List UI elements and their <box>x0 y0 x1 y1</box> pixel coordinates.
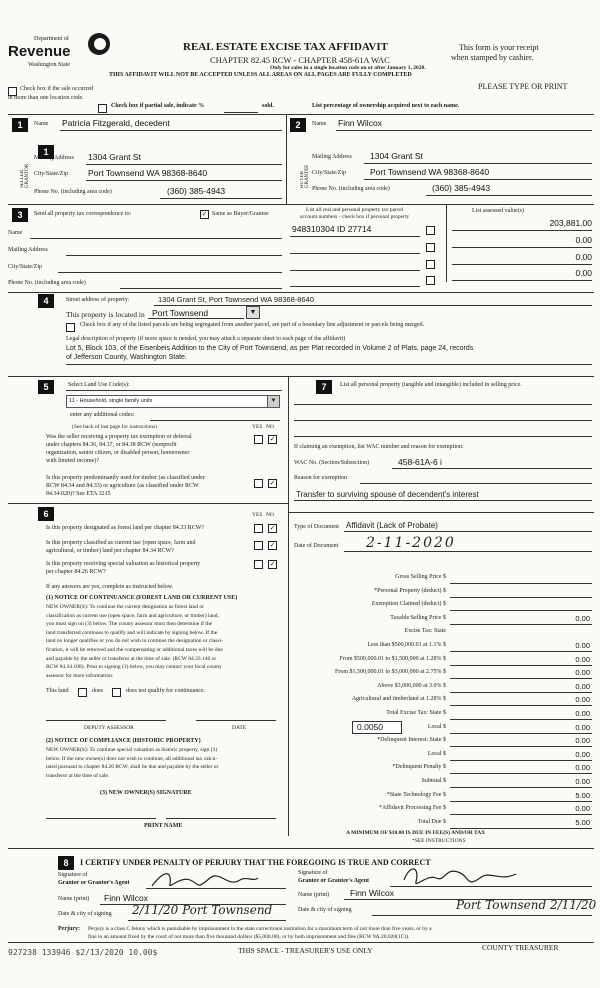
sec3-name-label: Name <box>8 230 23 236</box>
parcel-col-header-1: List all real and personal property tax parcel <box>306 207 404 213</box>
calc-row-label: Exemption Claimed (deduct) $ <box>371 601 446 608</box>
completion-warning: THIS AFFIDAVIT WILL NOT BE ACCEPTED UNLESS ALL AREAS ON ALL PAGES ARE FULLY COMPLETED <box>109 72 412 78</box>
calc-row-label: *Personal Property (deduct) $ <box>374 587 446 594</box>
dept-label: Department of <box>34 36 69 42</box>
wac-value[interactable]: 458-61A-6 i <box>398 457 442 467</box>
calc-row-value[interactable]: 0.00 <box>575 709 590 718</box>
grantee-signature[interactable] <box>400 862 520 890</box>
chevron-down-icon: ▼ <box>267 396 279 407</box>
calc-row-value[interactable]: 0.00 <box>575 695 590 705</box>
grantee-sig-label-2: Grantee or Grantee's Agent <box>298 878 370 884</box>
historic-yes-checkbox[interactable] <box>254 560 263 569</box>
buyer-grantee-side-label: BUYER GRANTEE <box>300 164 310 188</box>
grantor-date-city[interactable]: 2/11/20 Port Townsend <box>132 903 273 917</box>
calc-row-value[interactable]: 0.00 <box>575 668 590 678</box>
section-4-number: 4 <box>38 294 54 308</box>
assessed-value-4[interactable]: 0.00 <box>575 268 592 278</box>
calc-row-label: Agricultural and timberland at 1.28% $ <box>351 696 446 703</box>
seller-name-value[interactable]: Patricia Fitzgerald, decedent <box>62 118 170 128</box>
q1-yes-checkbox[interactable] <box>254 435 263 444</box>
partial-sale-label: Check box if partial sale, indicate % <box>111 103 205 109</box>
seller-city-value[interactable]: Port Townsend WA 98368-8640 <box>88 168 208 178</box>
historic-line: transferor at the time of sale. <box>46 772 110 779</box>
calc-row-value[interactable]: 0.00 <box>575 749 590 759</box>
parcel-personal-checkbox-3[interactable] <box>426 260 435 269</box>
calc-row-label: *Delinquent Interest: State $ <box>377 737 446 744</box>
sec3-correspondence-label: Send all property tax correspondence to: <box>34 211 132 217</box>
section-8-number: 8 <box>58 856 74 870</box>
calc-row-label: Subtotal $ <box>421 778 446 784</box>
q2-line-1: Is this property predominantly used for timber (as classified under <box>46 475 205 481</box>
buyer-phone-value[interactable]: (360) 385-4943 <box>432 183 491 193</box>
calc-row-value[interactable]: 5.00 <box>575 817 590 827</box>
continuance-line: land transferred continues to qualify and will indicate by signing below. If the <box>46 629 218 636</box>
section-1-number: 1 <box>12 118 28 132</box>
calc-row-label: Excise Tax: State <box>404 628 446 635</box>
please-type-note: PLEASE TYPE OR PRINT <box>478 82 568 91</box>
sec6-no-label: NO <box>266 512 274 518</box>
q2-yes-checkbox[interactable] <box>254 479 263 488</box>
calc-row-label: *Delinquent Penalty $ <box>392 764 446 771</box>
print-name-label: PRINT NAME <box>144 823 183 829</box>
grantee-date-city[interactable]: Port Townsend 2/11/20 <box>456 898 597 912</box>
receipt-note-1: This form is your receipt <box>459 43 539 52</box>
multi-location-label-2: in more than one location code. <box>8 95 84 101</box>
grantor-name-print-label: Name (print) <box>58 896 90 902</box>
wac-label: WAC No. (Section/Subsection) <box>294 460 370 466</box>
q1-line-3: organization, senior citizen, or disabled person, homeowner <box>46 450 190 456</box>
section-7-number: 7 <box>316 380 332 394</box>
land-use-select[interactable] <box>66 395 280 408</box>
calc-row-value[interactable]: 0.00 <box>575 613 590 623</box>
continuance-title: (1) NOTICE OF CONTINUANCE (FOREST LAND OR CURRENT USE) <box>46 595 238 601</box>
continuance-line: land no longer qualifies or you do not wish to continue the designation or classi- <box>46 638 223 645</box>
calc-row-label: Total Due $ <box>417 818 446 825</box>
cashier-stamp: 927238 133946 $2/13/2020 10.00$ <box>8 948 158 957</box>
certify-statement: I CERTIFY UNDER PENALTY OF PERJURY THAT THE FOREGOING IS TRUE AND CORRECT <box>80 858 431 867</box>
forest-yes-checkbox[interactable] <box>254 524 263 533</box>
perjury-text-1: Perjury is a class C felony which is punishable by imprisonment in the state correctional institution for a maximum term of not more than five years, or by a <box>88 926 432 932</box>
form-title: REAL ESTATE EXCISE TAX AFFIDAVIT <box>183 41 388 53</box>
continuance-line: and payable by the seller or transferor at the time of sale. (RCW 84.33.140 or <box>46 655 217 662</box>
calc-row-label: From $500,000.01 to $1,500,000 at 1.28% $ <box>339 655 446 662</box>
parcel-personal-checkbox-2[interactable] <box>426 243 435 252</box>
historic-line: below. If the new owner(s) does not wish to continue, all additional tax calcu- <box>46 755 218 762</box>
buyer-city-value[interactable]: Port Townsend WA 98368-8640 <box>370 167 490 177</box>
treasurer-space-label: THIS SPACE - TREASURER'S USE ONLY <box>238 946 373 955</box>
multi-location-label: Check box if the sale occurred <box>20 86 94 92</box>
legal-description-line-1[interactable]: Lot 5, Block 103, of the Eisenbeis Addition to the City of Port Townsend, as per Plat recorded in Volume 2 of Plats, page 24, records <box>66 345 474 352</box>
parcel-col-header-2: account numbers - check box if personal property <box>300 214 410 220</box>
segregated-label: Check box if any of the listed parcels are being segregated from another parcel, are part of a boundary line adjustment or parcels being merged. <box>80 322 425 328</box>
parcel-personal-checkbox-4[interactable] <box>426 276 435 285</box>
section-5-number: 5 <box>38 380 54 394</box>
doc-date-label: Date of Document <box>294 543 339 549</box>
section-6-number: 6 <box>38 507 54 521</box>
located-in-value[interactable]: Port Townsend <box>152 308 209 318</box>
doc-type-label: Type of Document <box>294 524 339 530</box>
calc-row-value[interactable]: 0.00 <box>575 722 590 732</box>
does-not-qualify-checkbox[interactable] <box>112 688 121 697</box>
deputy-date-label: DATE <box>232 725 247 731</box>
see-back-note: (See back of last page for instructions) <box>72 424 157 430</box>
reason-value[interactable]: Transfer to surviving spouse of decendent's interest <box>296 490 479 499</box>
historic-line: lated pursuant to chapter 84.26 RCW, shall be due and payable by the seller or <box>46 764 219 771</box>
grantor-sig-label-2: Grantor or Grantor's Agent <box>58 880 130 886</box>
calc-row-label: From $1,500,000.01 to $3,000,000 at 2.75% $ <box>335 669 446 676</box>
this-land-label: This land <box>46 688 69 694</box>
calc-row-label: Gross Selling Price $ <box>395 574 446 580</box>
receipt-note-2: when stamped by cashier. <box>451 53 534 62</box>
historic-no-checkbox[interactable]: ✓ <box>269 560 276 568</box>
calc-row-value[interactable]: 0.00 <box>575 654 590 664</box>
additional-codes-label: enter any additional codes: <box>70 412 135 418</box>
grantee-sig-label-1: Signature of <box>298 870 328 876</box>
seller-mail-label: Mailing Address <box>34 155 74 161</box>
local-rate-box[interactable] <box>352 721 402 734</box>
calc-row-label: Local $ <box>427 723 446 730</box>
buyer-mail-value[interactable]: 1304 Grant St <box>370 151 423 161</box>
continuance-line: assessor for more information. <box>46 672 114 679</box>
calc-row-label: *Affidavit Processing Fee $ <box>378 805 446 812</box>
buyer-phone-label: Phone No. (including area code) <box>312 186 390 192</box>
q1-no-checkbox[interactable]: ✓ <box>269 435 276 443</box>
any-yes-note: If any answers are yes, complete as instructed below. <box>46 584 174 590</box>
q1-line-1: Was the seller receiving a property tax exemption or deferral <box>46 434 192 440</box>
current-use-no-checkbox[interactable]: ✓ <box>269 541 276 549</box>
assessed-value-1[interactable]: 203,881.00 <box>549 218 592 228</box>
land-use-selected-value: 11 - Household, single family units <box>69 398 153 404</box>
only-for-note: Only for sales in a single location code on or after January 1, 2020. <box>270 65 426 71</box>
grantee-name-print[interactable]: Finn Wilcox <box>350 888 394 898</box>
same-as-buyer-checkbox[interactable]: ✓ <box>201 210 208 218</box>
seller-name-label: Name <box>34 121 49 127</box>
sec6-yes-label: YES <box>252 512 263 518</box>
calc-row-label: Above $3,000,000 at 3.0% $ <box>377 682 446 689</box>
personal-property-label: List all personal property (tangible and intangible) included in selling price. <box>340 382 522 388</box>
seller-mail-value[interactable]: 1304 Grant St <box>88 152 141 162</box>
q1-line-2: under chapters 84.36, 84.37, or 84.38 RCW (nonprofit <box>46 442 177 448</box>
doc-date-value[interactable]: 2-11-2020 <box>366 535 456 551</box>
calc-row-label: Total Excise Tax: State $ <box>386 710 446 716</box>
grantor-date-label: Date & city of signing <box>58 911 112 917</box>
historic-line: NEW OWNER(S): To continue special valuation as historic property, sign (3) <box>46 747 218 753</box>
legal-description-label: Legal description of property (if more space is needed, you may attach a separate sheet to each page of the affidavit) <box>66 336 346 342</box>
continuance-line: classification as current use (open space, farm and agriculture, or timber) land, <box>46 612 219 619</box>
calc-row-value[interactable]: 0.00 <box>575 763 590 773</box>
does-label: does <box>92 688 103 694</box>
historic-question-1: Is this property receiving special valuation as historical property <box>46 561 201 567</box>
q1-line-4: with limited income)? <box>46 458 99 464</box>
seller-grantor-side-label: SELLER GRANTOR <box>20 163 30 188</box>
sec5-yes-label: YES <box>252 424 263 430</box>
section-2-number: 2 <box>290 118 306 132</box>
located-in-dropdown[interactable]: ▼ <box>246 306 260 319</box>
calc-row-label: Taxable Selling Price $ <box>390 614 446 621</box>
county-treasurer-label: COUNTY TREASURER <box>482 943 559 952</box>
land-use-label: Select Land Use Code(s): <box>68 382 130 388</box>
grantee-name-print-label: Name (print) <box>298 892 330 898</box>
calc-row-label: Less than $500,000.01 at 1.1% $ <box>367 642 446 648</box>
sec3-phone-label: Phone No. (including area code) <box>8 280 86 286</box>
grantor-sig-label-1: Signature of <box>58 872 88 878</box>
minimum-due-note: A MINIMUM OF $10.00 IS DUE IN FEE(S) AND/OR TAX <box>346 830 486 836</box>
seller-phone-value[interactable]: (360) 385-4943 <box>167 186 226 196</box>
historic-question-2: per chapter 84.26 RCW? <box>46 569 106 575</box>
section-3-number: 3 <box>12 208 28 222</box>
partial-sale-checkbox[interactable] <box>98 104 107 113</box>
grantor-name-print[interactable]: Finn Wilcox <box>104 893 148 903</box>
calc-row-value[interactable]: 5.00 <box>575 790 590 800</box>
calc-row-value[interactable]: 0.00 <box>575 681 590 691</box>
perjury-label: Perjury: <box>58 926 80 932</box>
sec3-city-label: City/State/Zip <box>8 264 42 270</box>
current-use-yes-checkbox[interactable] <box>254 541 263 550</box>
calc-row-label: Local $ <box>427 750 446 757</box>
doc-type-value[interactable]: Affidavit (Lack of Probate) <box>346 521 438 530</box>
deputy-assessor-label: DEPUTY ASSESSOR <box>84 725 134 731</box>
assessed-col-header: List assessed value(s) <box>472 208 524 214</box>
grantee-date-label: Date & city of signing <box>298 907 352 913</box>
does-qualify-checkbox[interactable] <box>78 688 87 697</box>
q2-line-3: 84.34.020)? See ETA 3215 <box>46 491 111 497</box>
assessed-value-2[interactable]: 0.00 <box>575 235 592 245</box>
street-address-label: Street address of property: <box>66 297 130 303</box>
grantor-signature[interactable] <box>150 866 260 892</box>
continuance-line: you must sign on (3) below. The county assessor must then determine if the <box>46 621 213 628</box>
form-subtitle: CHAPTER 82.45 RCW - CHAPTER 458-61A WAC <box>210 55 390 65</box>
see-instructions-note: *SEE INSTRUCTIONS <box>412 838 466 844</box>
continuance-line: RCW 84.34.108). Prior to signing (3) below, you may contact your local county <box>46 664 222 671</box>
forest-no-checkbox[interactable]: ✓ <box>269 524 276 532</box>
perjury-text-2: fine in an amount fixed by the court of not more than five thousand dollars ($5,000.00), or by both imprisonment and fine (RCW 9A.20.020(1C)). <box>88 934 410 940</box>
buyer-city-label: City/State/Zip <box>312 170 346 176</box>
new-owner-signature-label: (3) NEW OWNER(S) SIGNATURE <box>100 790 192 796</box>
reason-label: Reason for exemption <box>294 475 347 481</box>
assessed-value-3[interactable]: 0.00 <box>575 252 592 262</box>
q2-line-2: RCW 84.34 and 84.33) or agriculture (as classified under RCW <box>46 483 199 489</box>
buyer-name-value[interactable]: Finn Wilcox <box>338 118 382 128</box>
segregated-checkbox[interactable] <box>66 323 75 332</box>
located-in-label: This property is located in <box>66 310 145 319</box>
parcel-personal-checkbox-1[interactable] <box>426 226 435 235</box>
seller-city-label: City/State/Zip <box>34 171 68 177</box>
current-use-question-1: Is this property classified as current use (open space, farm and <box>46 540 196 546</box>
street-address-value[interactable]: 1304 Grant St, Port Townsend WA 98368-8640 <box>158 295 314 304</box>
continuance-line: fication, it will be removed and the compensating or additional taxes will be due <box>46 647 223 653</box>
calc-row-value[interactable]: 0.00 <box>575 804 590 814</box>
exemption-label: If claiming an exemption, list WAC number and reason for exemption: <box>294 444 464 450</box>
q2-no-checkbox[interactable]: ✓ <box>269 479 276 487</box>
revenue-logo-text: Revenue <box>8 43 71 60</box>
buyer-mail-label: Mailing Address <box>312 154 352 160</box>
calc-row-value[interactable]: 0.00 <box>575 641 590 650</box>
washington-state-label: Washington State <box>28 62 71 68</box>
seller-phone-label: Phone No. (including area code) <box>34 189 112 195</box>
legal-description-line-2[interactable]: of Jefferson County, Washington State. <box>66 354 187 361</box>
sec3-mail-label: Mailing Address <box>8 247 48 253</box>
calc-row-value[interactable]: 0.00 <box>575 777 590 786</box>
forest-land-question: Is this property designated as forest land per chapter 84.33 RCW? <box>46 525 205 531</box>
section-1-marker: 1 <box>38 145 54 159</box>
calc-row-label: *State Technology Fee $ <box>386 791 446 798</box>
ownership-label: List percentage of ownership acquired next to each name. <box>312 103 460 109</box>
calc-row-value[interactable]: 0.00 <box>575 736 590 746</box>
revenue-logo-icon <box>88 33 110 55</box>
historic-notice-title: (2) NOTICE OF COMPLIANCE (HISTORIC PROPERTY) <box>46 738 201 744</box>
same-as-buyer-label: Same as Buyer/Grantee <box>212 211 269 217</box>
does-not-label: does not qualify for continuance. <box>126 688 206 694</box>
parcel-number[interactable]: 948310304 ID 27714 <box>292 224 372 234</box>
local-rate-value: 0.0050 <box>357 722 383 732</box>
sec5-no-label: NO <box>266 424 274 430</box>
sold-label: sold. <box>262 103 274 109</box>
continuance-line: NEW OWNER(S): To continue the current designation as forest land or <box>46 604 204 610</box>
current-use-question-2: agricultural, or timber) land per chapter 84.34 RCW? <box>46 548 174 554</box>
buyer-name-label: Name <box>312 121 327 127</box>
